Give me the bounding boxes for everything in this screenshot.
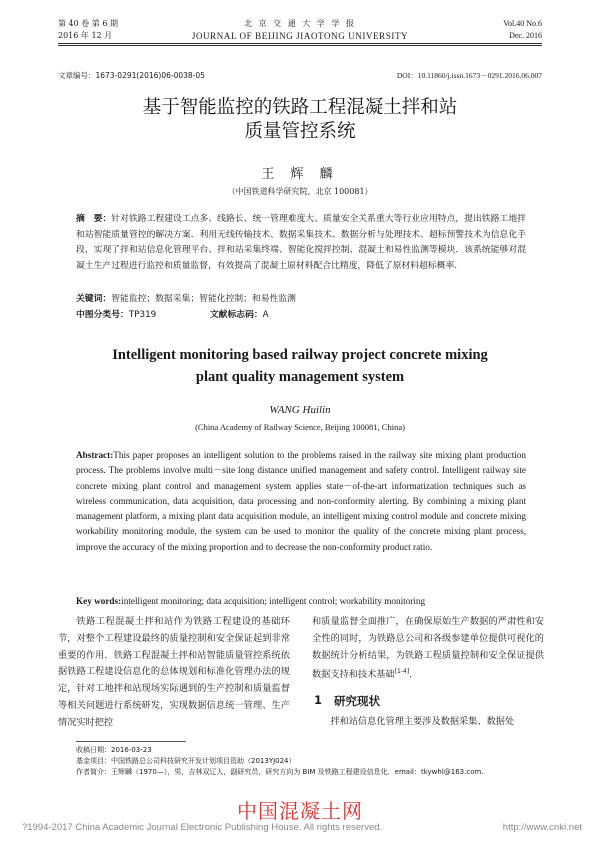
abstract-en: [76, 448, 526, 555]
journal-name-en: JOURNAL OF BEIJING JIAOTONG UNIVERSITY: [191, 31, 409, 41]
header-rule-bottom: [58, 45, 542, 46]
section-1-text: 拌和站信息化管理主要涉及数据采集、数据处: [330, 716, 515, 727]
watermark-text: 中国混凝土网: [237, 799, 363, 823]
body-right-end: ．: [409, 669, 419, 681]
footnote-rule: [76, 741, 186, 742]
affiliation-cn: （中国铁道科学研究院，北京 100081）: [227, 187, 373, 196]
keywords-en-text: intelligent monitoring; data acquisition; intelligent control; workability monitoring: [121, 596, 426, 606]
article-number: 文章编号：1673-0291(2016)06-0038-05: [58, 71, 205, 80]
body-left-column: 铁路工程混凝土拌和站作为铁路工程建设的基础环节，对整个工程建设最终的质量控制和安全保证起到非常重要的作用．铁路工程混凝土拌和站智能质量管控系统依据铁路工程建设信息化的总体规划和标准化管理办法的规定，针对工地拌和站现场实际遇到的生产控制和质量监督等相关问题进行系统研发，实现数据信息统一管理、生产情况实时把控: [58, 616, 290, 728]
header-rule-top: [58, 43, 542, 44]
body-right-text: 和质量监督全面推广，在确保原始生产数据的严肃性和安全性的同时，为铁路总公司和各级参建单位提供可视化的数据统计分析结果，为铁路工程质量控制和安全保证提供数据支持和技术基础: [312, 616, 544, 681]
abstract-cn: [76, 212, 526, 274]
abstract-en-label: Abstract:: [76, 450, 114, 460]
class-no-label: 中图分类号：: [76, 310, 129, 320]
keywords-en-label: Key words:: [76, 596, 122, 606]
title-cn-line2: 质量管控系统: [244, 121, 356, 142]
date-en: Dec. 2016: [509, 31, 542, 40]
keywords-cn-label: 关键词：: [76, 294, 112, 304]
doc-code-label: 文献标志码：: [209, 310, 263, 320]
title-en-line2: plant quality management system: [195, 369, 405, 385]
abstract-cn-text: 针对铁路工程建设工点多、线路长、统一管理难度大、质量安全关系重大等行业应用特点，提出铁路工地拌和站智能质量管控的解决方案．利用无线传输技术、数据采集技术、数据分析与处理技术、超标预警技术为信息化手段，实现了拌和站信息化管理平台、拌和站采集终端、智能化搅拌控制、混凝土和易性监测等模块．该系统能够对混凝土生产过程进行监控和质量监督，有效提高了混凝土原材料配合比精度，降低了原材料超标概率．: [76, 214, 526, 271]
keywords-en: [76, 594, 526, 609]
keywords-cn: [76, 292, 526, 308]
classification: [76, 308, 526, 324]
copyright-line: [22, 822, 582, 833]
abstract-en-text: This paper proposes an intelligent solution to the problems raised in the railway site mixing plant production process. The problems involve multi－site long distance unified management and safety control. Intelligent railway site concrete mixing plant control and management system applies state－of-the-art informatization techniques such as wireless communication, data acquisition, data processing and non-conformity alerting. By combining a mixing plant management platform, a mixing plant data acquisition module, an intelligent mixing control module and concrete mixing workability monitoring module, the system can be used to monitor the quality of the concrete mixing plant process, improve the accuracy of the mixing proportion and to decrease the non-conformity product ratio.: [76, 450, 526, 552]
doc-code-value: A: [262, 310, 269, 320]
volume-issue-cn: 第 40 卷 第 6 期: [58, 19, 118, 28]
cnki-link[interactable]: http://www.cnki.net: [502, 822, 582, 833]
title-cn-line1: 基于智能监控的铁路工程混凝土拌和站: [142, 97, 458, 118]
footnote-author: 作者简介：王辉麟（1970—），男，吉林双辽人，副研究员．研究方向为 BIM 及铁路工程建设信息化．email：tkywhl@163.com.: [76, 768, 484, 776]
footnote-fund: 基金项目：中国铁路总公司科技研究开发计划项目资助（2013YJ024）: [76, 757, 296, 765]
class-no-value: TP319: [128, 310, 157, 320]
title-en-line1: Intelligent monitoring based railway project concrete mixing: [112, 347, 488, 363]
author-en: WANG Huilin: [269, 404, 331, 416]
affiliation-en: (China Academy of Railway Science, Beijing 100081, China): [195, 422, 405, 432]
section-1-title: 研究现状: [334, 694, 380, 708]
abstract-cn-label: 摘 要：: [76, 214, 112, 224]
date-cn: 2016 年 12 月: [58, 31, 113, 40]
author-cn: 王 辉 麟: [261, 167, 339, 182]
section-1-number: 1: [314, 693, 323, 707]
keywords-cn-text: 智能监控；数据采集；智能化控制；和易性监测: [111, 294, 296, 304]
volume-issue-en: Vol.40 No.6: [503, 19, 542, 28]
journal-name-cn: 北 京 交 通 大 学 学 报: [244, 19, 356, 28]
doi: DOI：10.11860/j.issn.1673－0291.2016.06.007: [396, 71, 542, 80]
footnote-received: 收稿日期：2016-03-23: [76, 746, 152, 754]
copyright-text: ?1994-2017 China Academic Journal Electronic Publishing House. All rights reserved.: [22, 822, 383, 833]
body-right-column: [312, 614, 544, 684]
citation-ref: [1-4]: [394, 668, 410, 676]
